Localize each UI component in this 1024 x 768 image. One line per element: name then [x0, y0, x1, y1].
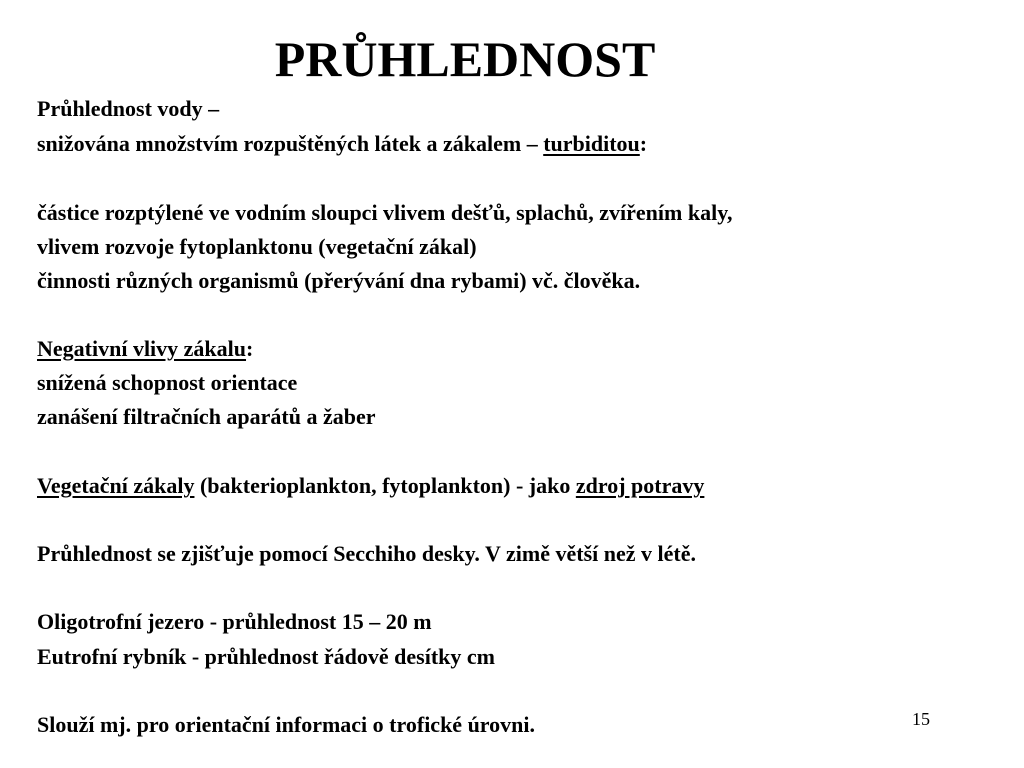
text-fragment: (bakterioplankton, fytoplankton) - jako [194, 473, 576, 498]
slide-title: PRŮHLEDNOST [274, 31, 656, 87]
text-line-particles: částice rozptýlené ve vodním sloupci vlivem dešťů, splachů, zvířením kaly, [37, 200, 733, 225]
text-line-trophic-level: Slouží mj. pro orientační informaci o trofické úrovni. [37, 712, 536, 737]
text-line-oligotrophic: Oligotrofní jezero - průhlednost 15 – 20 m [37, 609, 432, 634]
text-fragment: : [246, 336, 254, 361]
text-fragment: snižována množstvím rozpuštěných látek a zákalem – [37, 131, 544, 156]
text-line-reduced-by [37, 131, 647, 157]
text-line-orientation: snížená schopnost orientace [37, 370, 298, 395]
underlined-term-turbidity: turbiditou [543, 131, 640, 156]
page-number: 15 [912, 709, 930, 729]
text-fragment: : [639, 131, 648, 156]
text-line-gills: zanášení filtračních aparátů a žaber [37, 404, 376, 429]
underlined-term-negative-effects: Negativní vlivy zákalu [37, 336, 247, 361]
text-line-eutrophic: Eutrofní rybník - průhlednost řádově desítky cm [37, 644, 495, 669]
text-line-vegetation-turbidity [37, 473, 704, 499]
text-line-negative-effects [37, 336, 253, 362]
text-line-organisms: činnosti různých organismů (přerývání dna rybami) vč. člověka. [37, 268, 641, 293]
text-line-phytoplankton: vlivem rozvoje fytoplanktonu (vegetační zákal) [37, 234, 477, 259]
underlined-term-vegetation-turbidity: Vegetační zákaly [37, 473, 195, 498]
text-line-water-transparency: Průhlednost vody – [37, 96, 220, 121]
text-line-secchi-disk: Průhlednost se zjišťuje pomocí Secchiho desky. V zimě větší než v létě. [37, 541, 696, 566]
underlined-term-food-source: zdroj potravy [575, 473, 705, 498]
